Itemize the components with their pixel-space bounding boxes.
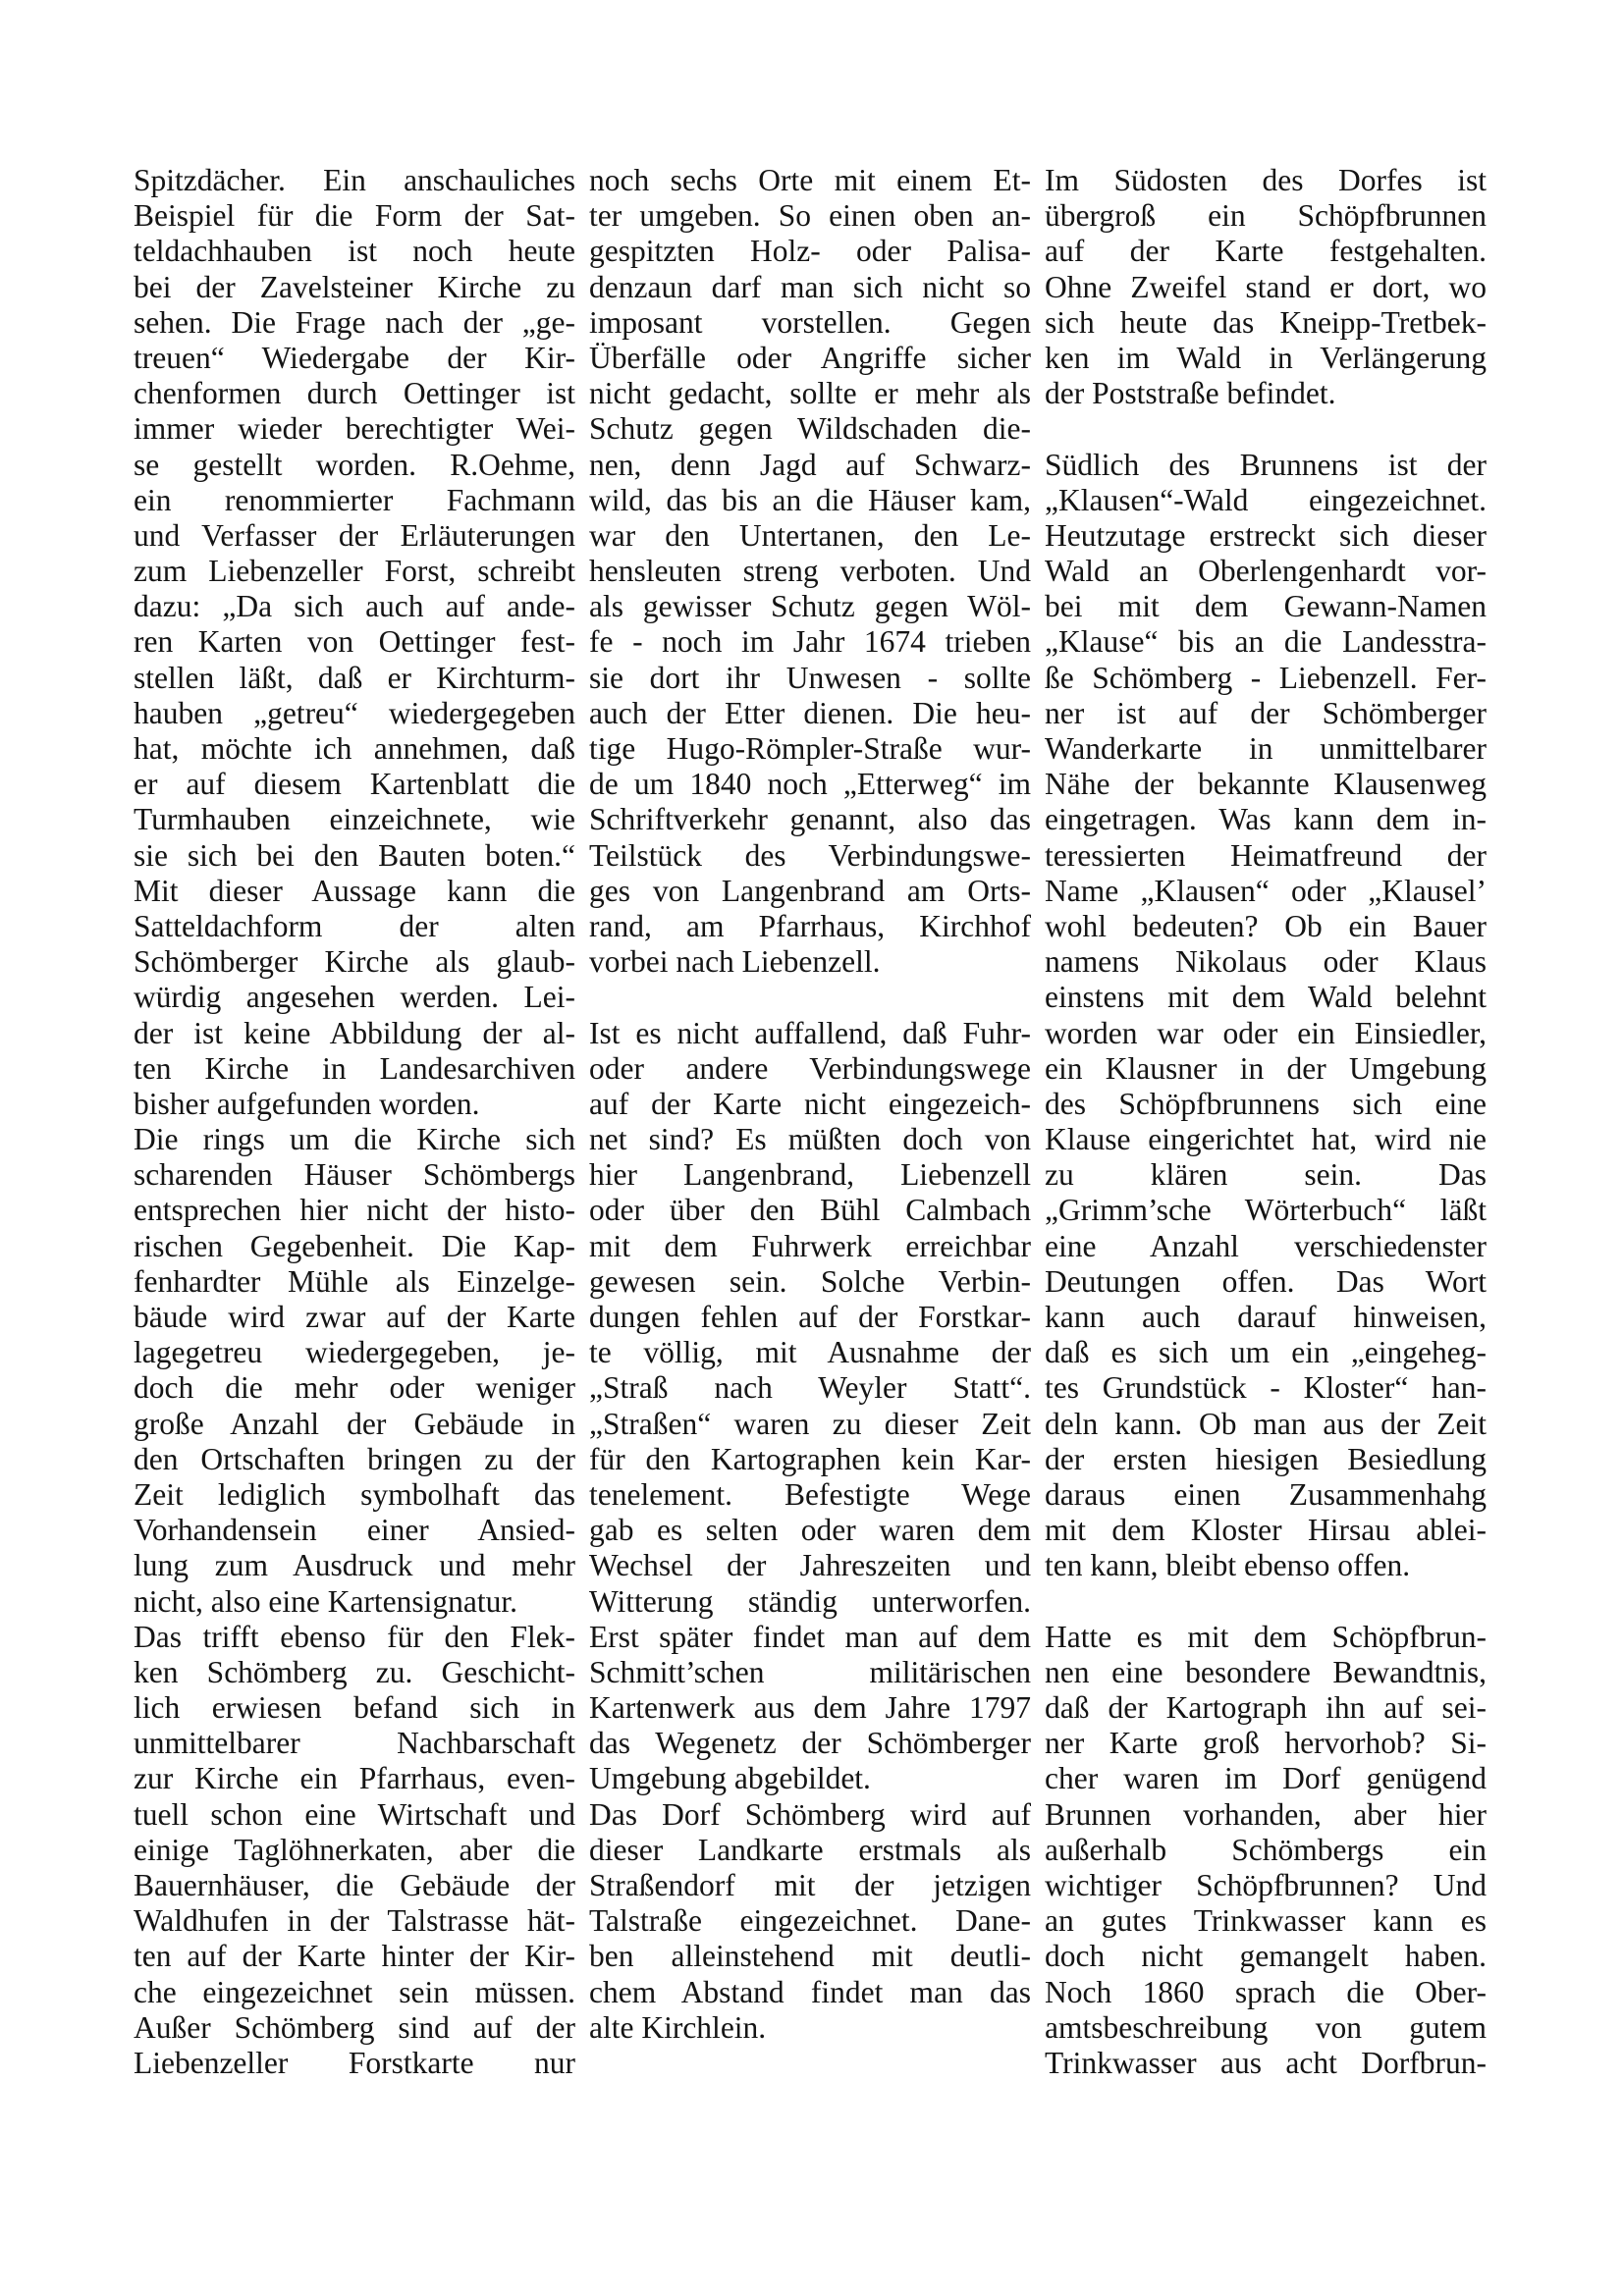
- text-line: doch die mehr oder weniger: [134, 1370, 575, 1406]
- text-line: Wanderkarte in unmittelbarer: [1045, 731, 1487, 766]
- text-line: Liebenzeller Forstkarte nur: [134, 2045, 575, 2080]
- text-line: Wechsel der Jahreszeiten und: [589, 1548, 1031, 1583]
- text-line: zu klären sein. Das: [1045, 1157, 1487, 1193]
- text-line: nicht, also eine Kartensignatur.: [134, 1583, 518, 1619]
- paragraph: [134, 1122, 575, 1620]
- text-line: ner Karte groß hervorhob? Si-: [1045, 1726, 1487, 1761]
- text-line: Schriftverkehr genannt, also das: [589, 802, 1031, 837]
- text-line: Straßendorf mit der jetzigen: [589, 1868, 1031, 1902]
- text-line: kann auch darauf hinweisen,: [1045, 1300, 1487, 1334]
- text-line: ben alleinstehend mit deutli-: [589, 1939, 1031, 1974]
- text-line: einige Taglöhnerkaten, aber die: [134, 1832, 575, 1867]
- text-line: scharenden Häuser Schömbergs: [134, 1157, 575, 1193]
- text-line: ten kann, bleibt ebenso offen.: [1045, 1548, 1411, 1583]
- text-line: namens Nikolaus oder Klaus: [1045, 944, 1487, 980]
- text-line: des Schöpfbrunnens sich eine: [1045, 1086, 1487, 1121]
- text-line: Zeit lediglich symbolhaft das: [134, 1476, 575, 1512]
- text-line: Spitzdächer. Ein anschauliches: [134, 163, 575, 197]
- text-line: Südlich des Brunnens ist der: [1045, 447, 1487, 482]
- text-line: dieser Landkarte erstmals als: [589, 1832, 1031, 1867]
- text-line: noch sechs Orte mit einem Et-: [589, 163, 1031, 197]
- text-line: Bauernhäuser, die Gebäude der: [134, 1868, 575, 1902]
- text-line: chem Abstand findet man das: [589, 1974, 1031, 2009]
- text-line: rischen Gegebenheit. Die Kap-: [134, 1228, 575, 1263]
- text-line: Außer Schömberg sind auf der: [134, 2009, 575, 2045]
- text-line: „Straß nach Weyler Statt“.: [589, 1370, 1031, 1406]
- text-line: Schömberger Kirche als glaub-: [134, 944, 575, 980]
- text-line: auf der Karte festgehalten.: [1045, 234, 1487, 269]
- text-line: vorbei nach Liebenzell.: [589, 944, 881, 980]
- text-line: denzaun darf man sich nicht so: [589, 269, 1031, 304]
- text-line: worden war oder ein Einsiedler,: [1045, 1015, 1487, 1050]
- text-line: gab es selten oder waren dem: [589, 1513, 1031, 1548]
- text-line: sehen. Die Frage nach der „ge-: [134, 304, 575, 340]
- text-line: Das trifft ebenso für den Flek-: [134, 1619, 575, 1654]
- text-line: stellen läßt, daß er Kirchturm-: [134, 660, 575, 695]
- text-line: Brunnen vorhanden, aber hier: [1045, 1796, 1487, 1832]
- text-line: Trinkwasser aus acht Dorfbrun-: [1045, 2045, 1487, 2080]
- text-line: daß es sich um ein „eingeheg-: [1045, 1335, 1487, 1370]
- text-line: sich heute das Kneipp-Tretbek-: [1045, 304, 1487, 340]
- text-line: ße Schömberg - Liebenzell. Fer-: [1045, 660, 1487, 695]
- text-line: das Wegenetz der Schömberger: [589, 1726, 1031, 1761]
- text-line: für den Kartographen kein Kar-: [589, 1441, 1031, 1476]
- text-column-1: [134, 163, 575, 2081]
- text-line: Im Südosten des Dorfes ist: [1045, 163, 1487, 197]
- text-line: bei der Zavelsteiner Kirche zu: [134, 269, 575, 304]
- text-line: ren Karten von Oettinger fest-: [134, 624, 575, 660]
- text-line: Das Dorf Schömberg wird auf: [589, 1796, 1031, 1832]
- text-line: oder über den Bühl Calmbach: [589, 1193, 1031, 1228]
- text-line: Turmhauben einzeichnete, wie: [134, 802, 575, 837]
- text-line: Noch 1860 sprach die Ober-: [1045, 1974, 1487, 2009]
- text-line: bäude wird zwar auf der Karte: [134, 1300, 575, 1334]
- text-line: Nähe der bekannte Klausenweg: [1045, 767, 1487, 802]
- text-line: tes Grundstück - Kloster“ han-: [1045, 1370, 1487, 1406]
- paragraph-gap: [589, 980, 1031, 1015]
- text-line: treuen“ Wiedergabe der Kir-: [134, 340, 575, 375]
- text-line: daß der Kartograph ihn auf sei-: [1045, 1690, 1487, 1726]
- text-line: auch der Etter dienen. Die heu-: [589, 695, 1031, 730]
- text-column-3: [1045, 163, 1487, 2081]
- text-line: cher waren im Dorf genügend: [1045, 1761, 1487, 1796]
- text-line: Klause eingerichtet hat, wird nie: [1045, 1122, 1487, 1157]
- text-line: net sind? Es müßten doch von: [589, 1122, 1031, 1157]
- text-line: Schutz gegen Wildschaden die-: [589, 411, 1031, 447]
- text-line: chenformen durch Oettinger ist: [134, 376, 575, 411]
- text-line: teldachhauben ist noch heute: [134, 234, 575, 269]
- text-line: Talstraße eingezeichnet. Dane-: [589, 1903, 1031, 1939]
- paragraph: [589, 1797, 1031, 2046]
- text-column-2: [589, 163, 1031, 2046]
- text-line: hat, möchte ich annehmen, daß: [134, 731, 575, 766]
- text-line: fenhardter Mühle als Einzelge-: [134, 1263, 575, 1299]
- text-line: nen eine besondere Bewandtnis,: [1045, 1654, 1487, 1689]
- text-line: lung zum Ausdruck und mehr: [134, 1548, 575, 1583]
- text-line: wild, das bis an die Häuser kam,: [589, 482, 1031, 517]
- text-line: ten Kirche in Landesarchiven: [134, 1050, 575, 1086]
- text-line: tige Hugo-Römpler-Straße wur-: [589, 731, 1031, 766]
- text-line: Hatte es mit dem Schöpfbrun-: [1045, 1619, 1487, 1654]
- text-line: zum Liebenzeller Forst, schreibt: [134, 554, 575, 589]
- text-line: fe - noch im Jahr 1674 trieben: [589, 624, 1031, 660]
- text-line: als gewisser Schutz gegen Wöl-: [589, 589, 1031, 624]
- text-line: wohl bedeuten? Ob ein Bauer: [1045, 908, 1487, 943]
- text-line: ken Schömberg zu. Geschicht-: [134, 1654, 575, 1689]
- text-line: ges von Langenbrand am Orts-: [589, 873, 1031, 908]
- text-line: außerhalb Schömbergs ein: [1045, 1832, 1487, 1867]
- text-line: alte Kirchlein.: [589, 2009, 767, 2045]
- text-line: Vorhandensein einer Ansied-: [134, 1513, 575, 1548]
- text-line: bisher aufgefunden worden.: [134, 1086, 480, 1121]
- text-line: und Verfasser der Erläuterungen: [134, 517, 575, 553]
- text-line: Ohne Zweifel stand er dort, wo: [1045, 269, 1487, 304]
- text-line: amtsbeschreibung von gutem: [1045, 2009, 1487, 2045]
- text-line: der ersten hiesigen Besiedlung: [1045, 1441, 1487, 1476]
- text-line: ken im Wald in Verlängerung: [1045, 340, 1487, 375]
- text-line: war den Untertanen, den Le-: [589, 517, 1031, 553]
- text-line: te völlig, mit Ausnahme der: [589, 1335, 1031, 1370]
- text-line: Waldhufen in der Talstrasse hät-: [134, 1903, 575, 1939]
- text-line: gewesen sein. Solche Verbin-: [589, 1263, 1031, 1299]
- text-line: doch nicht gemangelt haben.: [1045, 1939, 1487, 1974]
- text-line: lich erwiesen befand sich in: [134, 1690, 575, 1726]
- text-line: Name „Klausen“ oder „Klausel’: [1045, 873, 1487, 908]
- text-line: nicht gedacht, sollte er mehr als: [589, 376, 1031, 411]
- text-line: „Straßen“ waren zu dieser Zeit: [589, 1406, 1031, 1441]
- text-line: hier Langenbrand, Liebenzell: [589, 1157, 1031, 1193]
- text-line: ter umgeben. So einen oben an-: [589, 198, 1031, 234]
- text-line: würdig angesehen werden. Lei-: [134, 980, 575, 1015]
- text-line: Umgebung abgebildet.: [589, 1761, 871, 1796]
- text-line: „Klausen“-Wald eingezeichnet.: [1045, 482, 1487, 517]
- text-line: ein Klausner in der Umgebung: [1045, 1050, 1487, 1086]
- text-line: auf der Karte nicht eingezeich-: [589, 1086, 1031, 1121]
- text-line: der ist keine Abbildung der al-: [134, 1015, 575, 1050]
- text-line: ein renommierter Fachmann: [134, 482, 575, 517]
- text-line: Überfälle oder Angriffe sicher: [589, 340, 1031, 375]
- text-line: sie sich bei den Bauten boten.“: [134, 837, 575, 873]
- text-line: mit dem Kloster Hirsau ablei-: [1045, 1513, 1487, 1548]
- text-line: dazu: „Da sich auch auf ande-: [134, 589, 575, 624]
- text-line: er auf diesem Kartenblatt die: [134, 767, 575, 802]
- paragraph: [134, 1620, 575, 2081]
- text-line: ner ist auf der Schömberger: [1045, 695, 1487, 730]
- text-line: lagegetreu wiedergegeben, je-: [134, 1335, 575, 1370]
- text-line: hensleuten streng verboten. Und: [589, 554, 1031, 589]
- text-line: Satteldachform der alten: [134, 908, 575, 943]
- text-line: Kartenwerk aus dem Jahre 1797: [589, 1690, 1031, 1726]
- text-line: Teilstück des Verbindungswe-: [589, 837, 1031, 873]
- text-line: se gestellt worden. R.Oehme,: [134, 447, 575, 482]
- text-line: daraus einen Zusammenhahg: [1045, 1476, 1487, 1512]
- text-line: übergroß ein Schöpfbrunnen: [1045, 198, 1487, 234]
- text-line: entsprechen hier nicht der histo-: [134, 1193, 575, 1228]
- paragraph-gap: [1045, 411, 1487, 447]
- text-line: che eingezeichnet sein müssen.: [134, 1974, 575, 2009]
- text-line: bei mit dem Gewann-Namen: [1045, 589, 1487, 624]
- text-line: Beispiel für die Form der Sat-: [134, 198, 575, 234]
- text-line: zur Kirche ein Pfarrhaus, even-: [134, 1761, 575, 1796]
- text-line: sie dort ihr Unwesen - sollte: [589, 660, 1031, 695]
- paragraph: [1045, 1620, 1487, 2081]
- paragraph: [589, 163, 1031, 980]
- text-line: Witterung ständig unterworfen.: [589, 1583, 1031, 1619]
- text-line: imposant vorstellen. Gegen: [589, 304, 1031, 340]
- text-line: „Klause“ bis an die Landesstra-: [1045, 624, 1487, 660]
- text-line: tenelement. Befestigte Wege: [589, 1476, 1031, 1512]
- text-line: mit dem Fuhrwerk erreichbar: [589, 1228, 1031, 1263]
- text-line: Wald an Oberlengenhardt vor-: [1045, 554, 1487, 589]
- text-line: der Poststraße befindet.: [1045, 376, 1336, 411]
- text-line: Deutungen offen. Das Wort: [1045, 1263, 1487, 1299]
- text-line: Die rings um die Kirche sich: [134, 1122, 575, 1157]
- text-line: rand, am Pfarrhaus, Kirchhof: [589, 908, 1031, 943]
- text-line: tuell schon eine Wirtschaft und: [134, 1796, 575, 1832]
- text-line: einstens mit dem Wald belehnt: [1045, 980, 1487, 1015]
- text-line: Ist es nicht auffallend, daß Fuhr-: [589, 1015, 1031, 1050]
- text-line: ten auf der Karte hinter der Kir-: [134, 1939, 575, 1974]
- text-line: dungen fehlen auf der Forstkar-: [589, 1300, 1031, 1334]
- text-line: Erst später findet man auf dem: [589, 1619, 1031, 1654]
- text-line: immer wieder berechtigter Wei-: [134, 411, 575, 447]
- paragraph: [1045, 163, 1487, 411]
- text-line: unmittelbarer Nachbarschaft: [134, 1726, 575, 1761]
- paragraph: [589, 1016, 1031, 1797]
- text-line: teressierten Heimatfreund der: [1045, 837, 1487, 873]
- text-line: de um 1840 noch „Etterweg“ im: [589, 767, 1031, 802]
- text-line: an gutes Trinkwasser kann es: [1045, 1903, 1487, 1939]
- text-line: „Grimm’sche Wörterbuch“ läßt: [1045, 1193, 1487, 1228]
- text-line: gespitzten Holz- oder Palisa-: [589, 234, 1031, 269]
- text-line: deln kann. Ob man aus der Zeit: [1045, 1406, 1487, 1441]
- text-line: hauben „getreu“ wiedergegeben: [134, 695, 575, 730]
- text-line: oder andere Verbindungswege: [589, 1050, 1031, 1086]
- paragraph-gap: [1045, 1584, 1487, 1620]
- text-line: eingetragen. Was kann dem in-: [1045, 802, 1487, 837]
- paragraph: [1045, 448, 1487, 1584]
- text-line: den Ortschaften bringen zu der: [134, 1441, 575, 1476]
- text-line: eine Anzahl verschiedenster: [1045, 1228, 1487, 1263]
- paragraph: [134, 163, 575, 1122]
- text-line: große Anzahl der Gebäude in: [134, 1406, 575, 1441]
- text-line: Schmitt’schen militärischen: [589, 1654, 1031, 1689]
- text-line: nen, denn Jagd auf Schwarz-: [589, 447, 1031, 482]
- text-line: Mit dieser Aussage kann die: [134, 873, 575, 908]
- text-line: Heutzutage erstreckt sich dieser: [1045, 517, 1487, 553]
- text-line: wichtiger Schöpfbrunnen? Und: [1045, 1868, 1487, 1902]
